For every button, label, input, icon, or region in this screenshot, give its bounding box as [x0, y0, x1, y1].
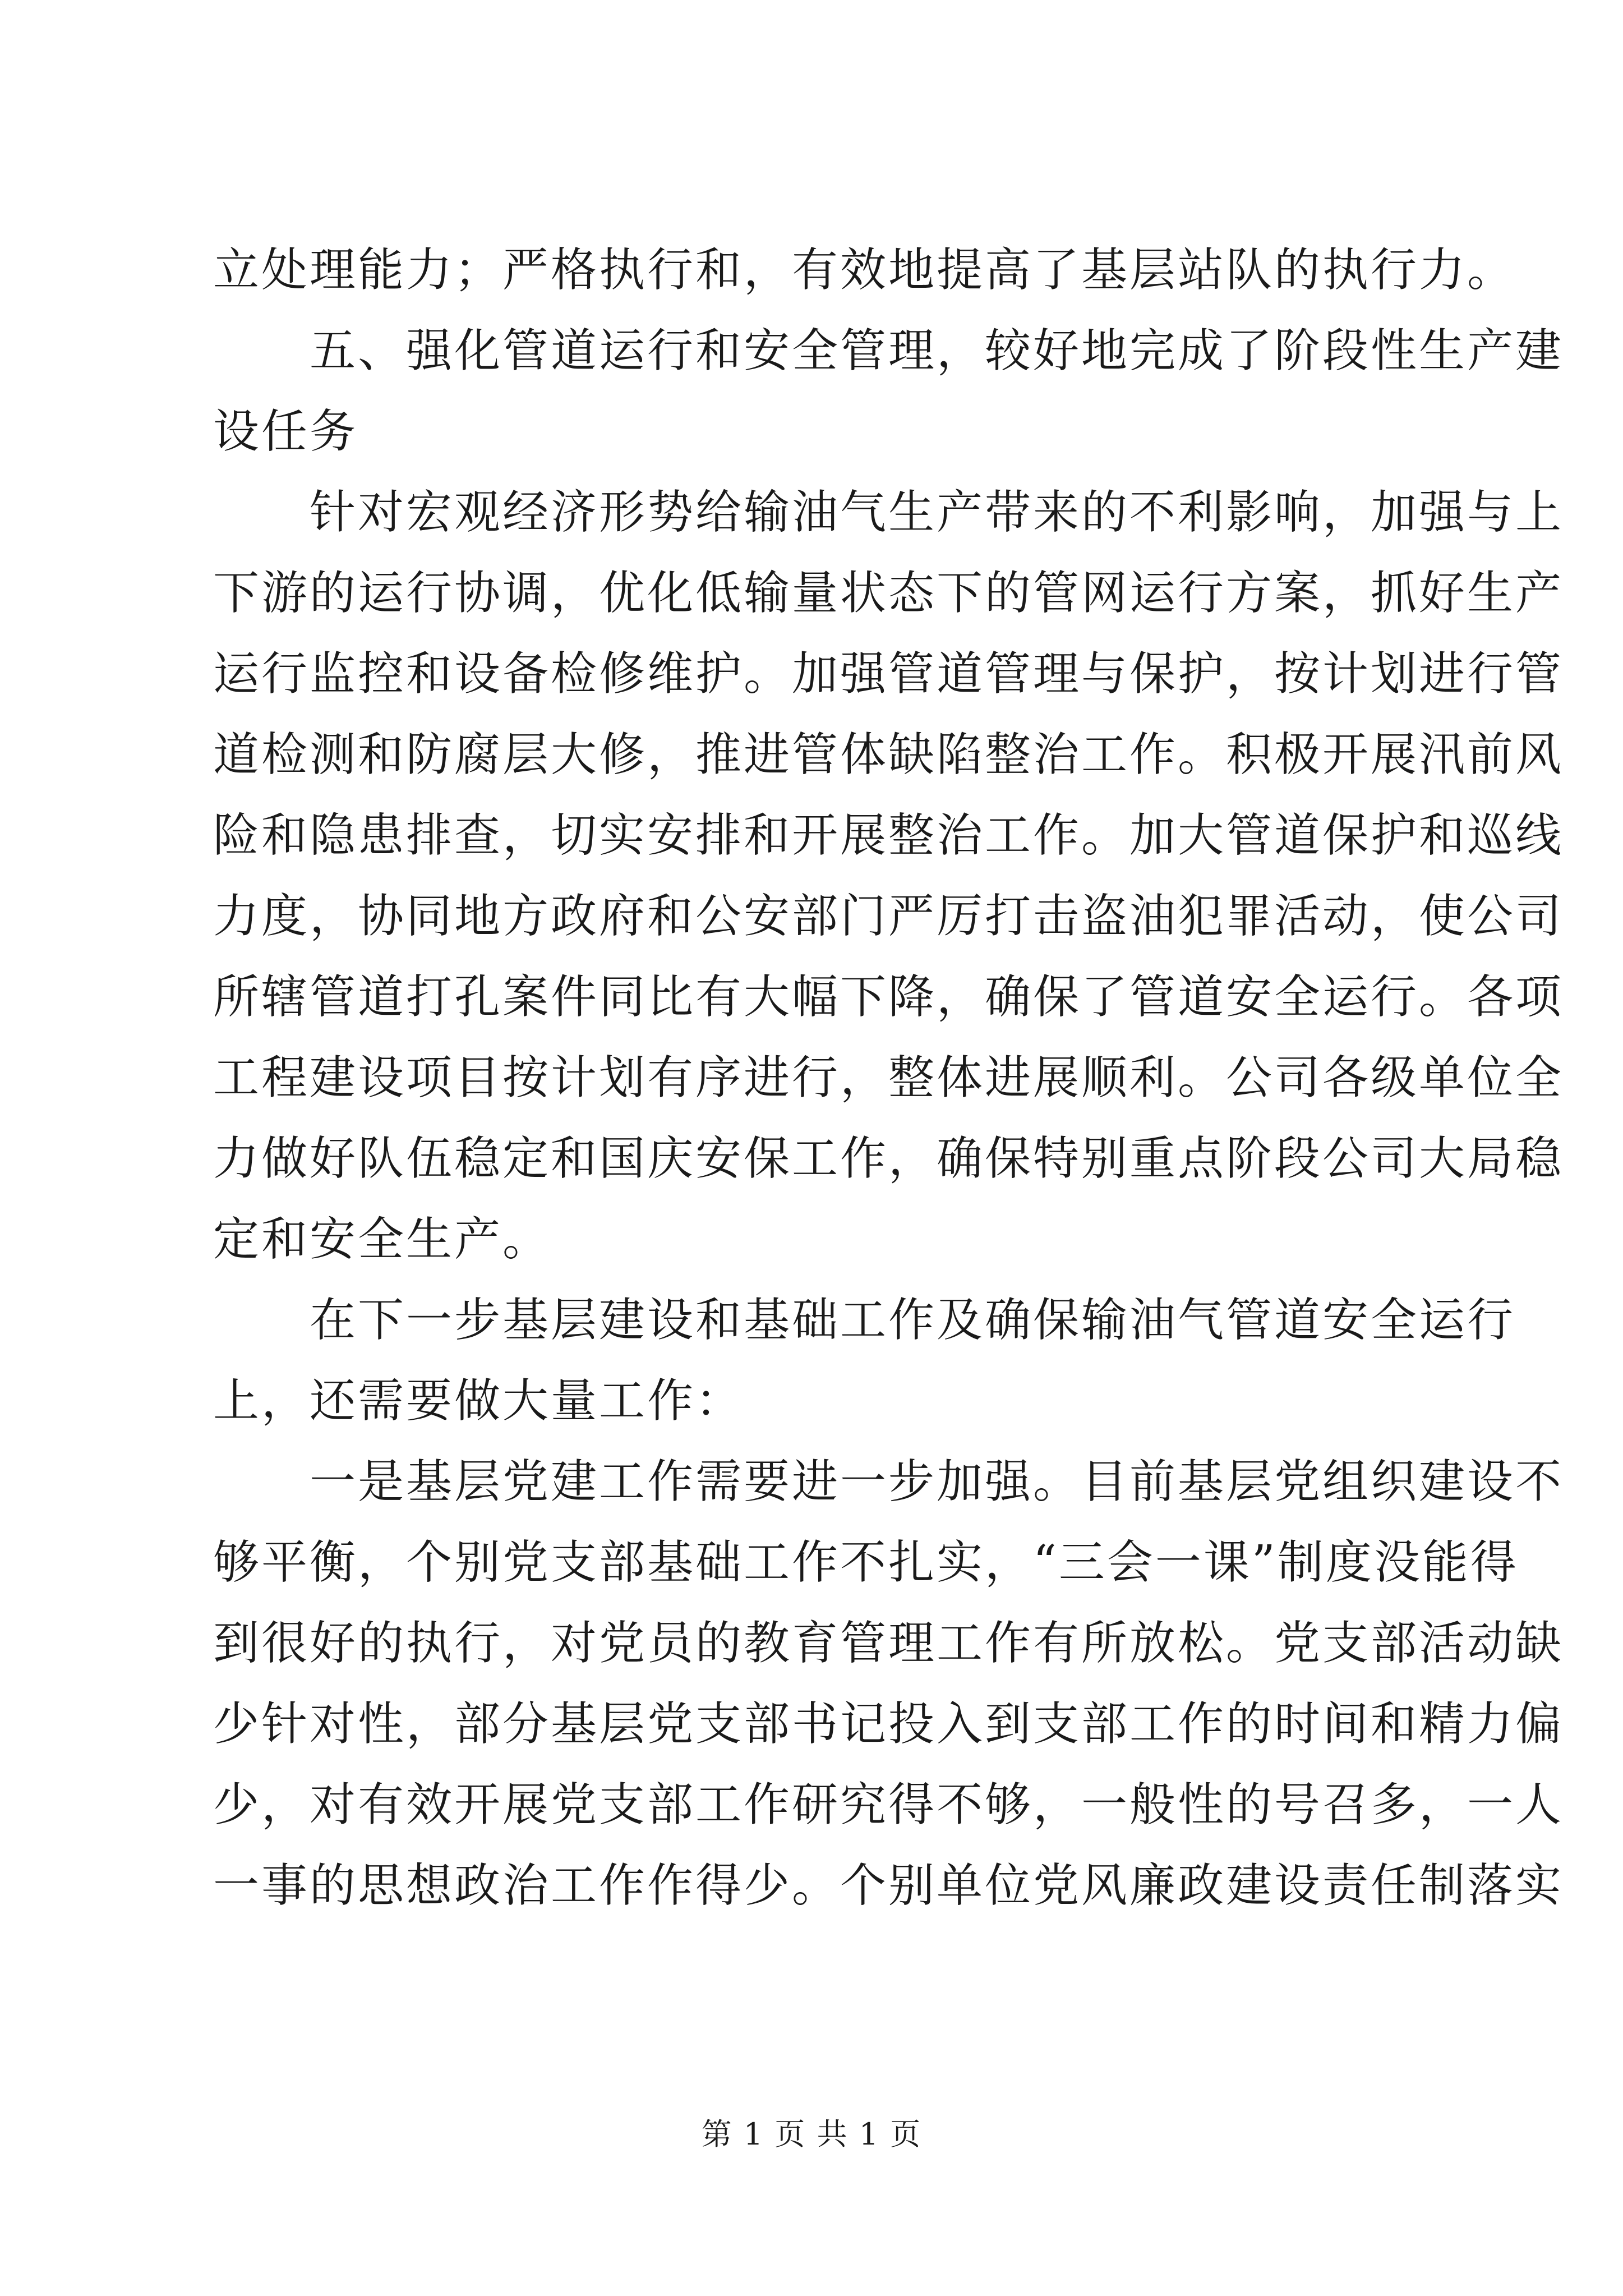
text-line: 力度，协同地方政府和公安部门严厉打击盗油犯罪活动，使公司 [213, 890, 1564, 943]
text-line: 一事的思想政治工作作得少。个别单位党风廉政建设责任制落实 [213, 1859, 1564, 1912]
text-line: 所辖管道打孔案件同比有大幅下降，确保了管道安全运行。各项 [213, 970, 1564, 1024]
text-line: 一是基层党建工作需要进一步加强。目前基层党组织建设不 [310, 1455, 1564, 1508]
text-line: 少针对性，部分基层党支部书记投入到支部工作的时间和精力偏 [213, 1697, 1564, 1751]
text-line: 道检测和防腐层大修，推进管体缺陷整治工作。积极开展汛前风 [213, 728, 1564, 781]
text-line: 到很好的执行，对党员的教育管理工作有所放松。党支部活动缺 [213, 1617, 1564, 1670]
text-line: 在下一步基层建设和基础工作及确保输油气管道安全运行 [310, 1294, 1516, 1347]
text-line: 够平衡，个别党支部基础工作不扎实，“三会一课”制度没能得 [213, 1536, 1519, 1589]
text-line: 少，对有效开展党支部工作研究得不够，一般性的号召多，一人 [213, 1778, 1564, 1832]
text-line: 定和安全生产。 [213, 1213, 551, 1266]
page-footer: 第 1 页 共 1 页 [701, 2116, 922, 2152]
text-line: 立处理能力；严格执行和，有效地提高了基层站队的执行力。 [213, 243, 1516, 297]
text-line: 工程建设项目按计划有序进行，整体进展顺利。公司各级单位全 [213, 1051, 1564, 1105]
text-line: 下游的运行协调，优化低输量状态下的管网运行方案，抓好生产 [213, 567, 1564, 620]
document-body [213, 230, 1564, 1926]
text-line: 针对宏观经济形势给输油气生产带来的不利影响，加强与上 [310, 486, 1564, 539]
text-line: 五、强化管道运行和安全管理，较好地完成了阶段性生产建 [310, 324, 1564, 378]
text-line: 运行监控和设备检修维护。加强管道管理与保护，按计划进行管 [213, 647, 1564, 701]
text-line: 设任务 [213, 405, 358, 458]
text-line: 上，还需要做大量工作： [213, 1374, 744, 1428]
text-line: 力做好队伍稳定和国庆安保工作，确保特别重点阶段公司大局稳 [213, 1132, 1564, 1185]
text-line: 险和隐患排查，切实安排和开展整治工作。加大管道保护和巡线 [213, 809, 1564, 862]
